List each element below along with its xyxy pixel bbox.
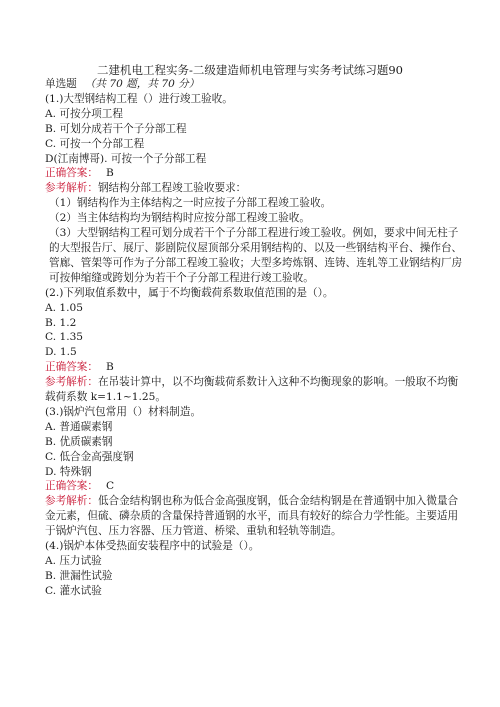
- option-a: A. 压力试验: [45, 555, 102, 567]
- question-2: [45, 286, 463, 405]
- option-a: A. 普通碳素钢: [45, 420, 113, 433]
- analysis-row: [45, 375, 463, 405]
- answer-label: 正确答案：: [45, 361, 98, 374]
- answer-value: B: [105, 361, 114, 374]
- question-stem: (2.)下列取值系数中，属于不均衡载荷系数取值范围的是（）。: [45, 286, 334, 299]
- section-info: （共 70 题，共 70 分）: [84, 78, 200, 90]
- analysis-label: 参考解析：: [45, 182, 98, 195]
- analysis-text: 低合金结构钢也称为低合金高强度钢，低合金结构钢是在普通钢中加入微量合金元素，但硫、磷杂质的含量保持普通钢的水平，而具有较好的综合力学性能。主要适用于锅炉汽包、压力容器、压力管道、桥梁、重轨和轻轨等制造。: [45, 495, 459, 538]
- option-a: A. 可按分项工程: [45, 107, 123, 120]
- option-d: D. 1.5: [45, 346, 77, 359]
- answer-row: [45, 360, 463, 375]
- option-d: D. 特殊钢: [45, 465, 92, 478]
- answer-row: [45, 479, 463, 494]
- answer-value: C: [105, 480, 115, 493]
- option-a: A. 1.05: [45, 301, 83, 314]
- question-3: [45, 405, 463, 539]
- answer-label: 正确答案：: [45, 480, 98, 493]
- analysis-label: 参考解析：: [45, 376, 98, 389]
- question-stem: (1.)大型钢结构工程（）进行竣工验收。: [45, 92, 233, 105]
- option-c: C. 低合金高强度钢: [45, 450, 134, 463]
- option-b: B. 1.2: [45, 316, 77, 329]
- analysis-line: （2）当主体结构均为钢结构时应按分部工程竣工验收。: [49, 212, 310, 225]
- analysis-paragraph: （3）大型钢结构工程可划分成若干个子分部工程进行竣工验收。例如，要求中间无柱子的大型报告厅、展厅、影剧院仪屋顶部分采用钢结构的、以及一些钢结构平台、操作台、管廊、管架等可作为子分部工程竣工验收；大型多垮炼钢、连铸、连轧等工业钢结构厂房可按伸缩缝或跨划分为若干个子分部工程进行竣工验收。: [49, 227, 463, 284]
- option-c: C. 1.35: [45, 331, 84, 344]
- option-b: B. 可划分成若干个子分部工程: [45, 122, 187, 135]
- analysis-line: （1）钢结构作为主体结构之一时应按子分部工程竣工验收。: [49, 197, 332, 210]
- question-1: [45, 92, 463, 286]
- page-title: 二建机电工程实务-二级建造师机电管理与实务考试练习题90: [96, 63, 404, 77]
- answer-label: 正确答案：: [45, 167, 98, 180]
- option-d: D(江南博哥). 可按一个子分部工程: [45, 152, 207, 165]
- question-4: [45, 539, 463, 599]
- answer-row: [45, 166, 463, 181]
- analysis-text: 钢结构分部工程竣工验收要求：: [97, 182, 247, 195]
- section-header: [45, 77, 463, 92]
- option-c: C. 可按一个分部工程: [45, 137, 145, 150]
- analysis-row: [45, 181, 463, 196]
- answer-value: B: [105, 167, 114, 180]
- option-b: B. 优质碳素钢: [45, 435, 113, 448]
- analysis-label: 参考解析：: [45, 495, 98, 508]
- option-c: C. 灌水试验: [45, 584, 102, 597]
- document-content: [45, 77, 463, 599]
- question-stem: (3.)锅炉汽包常用（）材料制造。: [45, 405, 202, 418]
- analysis-row: [45, 494, 463, 539]
- analysis-text: 在吊装计算中，以不均衡载荷系数计入这种不均衡现象的影响。一般取不均衡载荷系数 k=1.1~1.25。: [45, 376, 459, 404]
- section-type: 单选题: [45, 78, 77, 90]
- question-stem: (4.)锅炉本体受热面安装程序中的试验是（）。: [45, 540, 260, 553]
- option-b: B. 泄漏性试验: [45, 569, 113, 582]
